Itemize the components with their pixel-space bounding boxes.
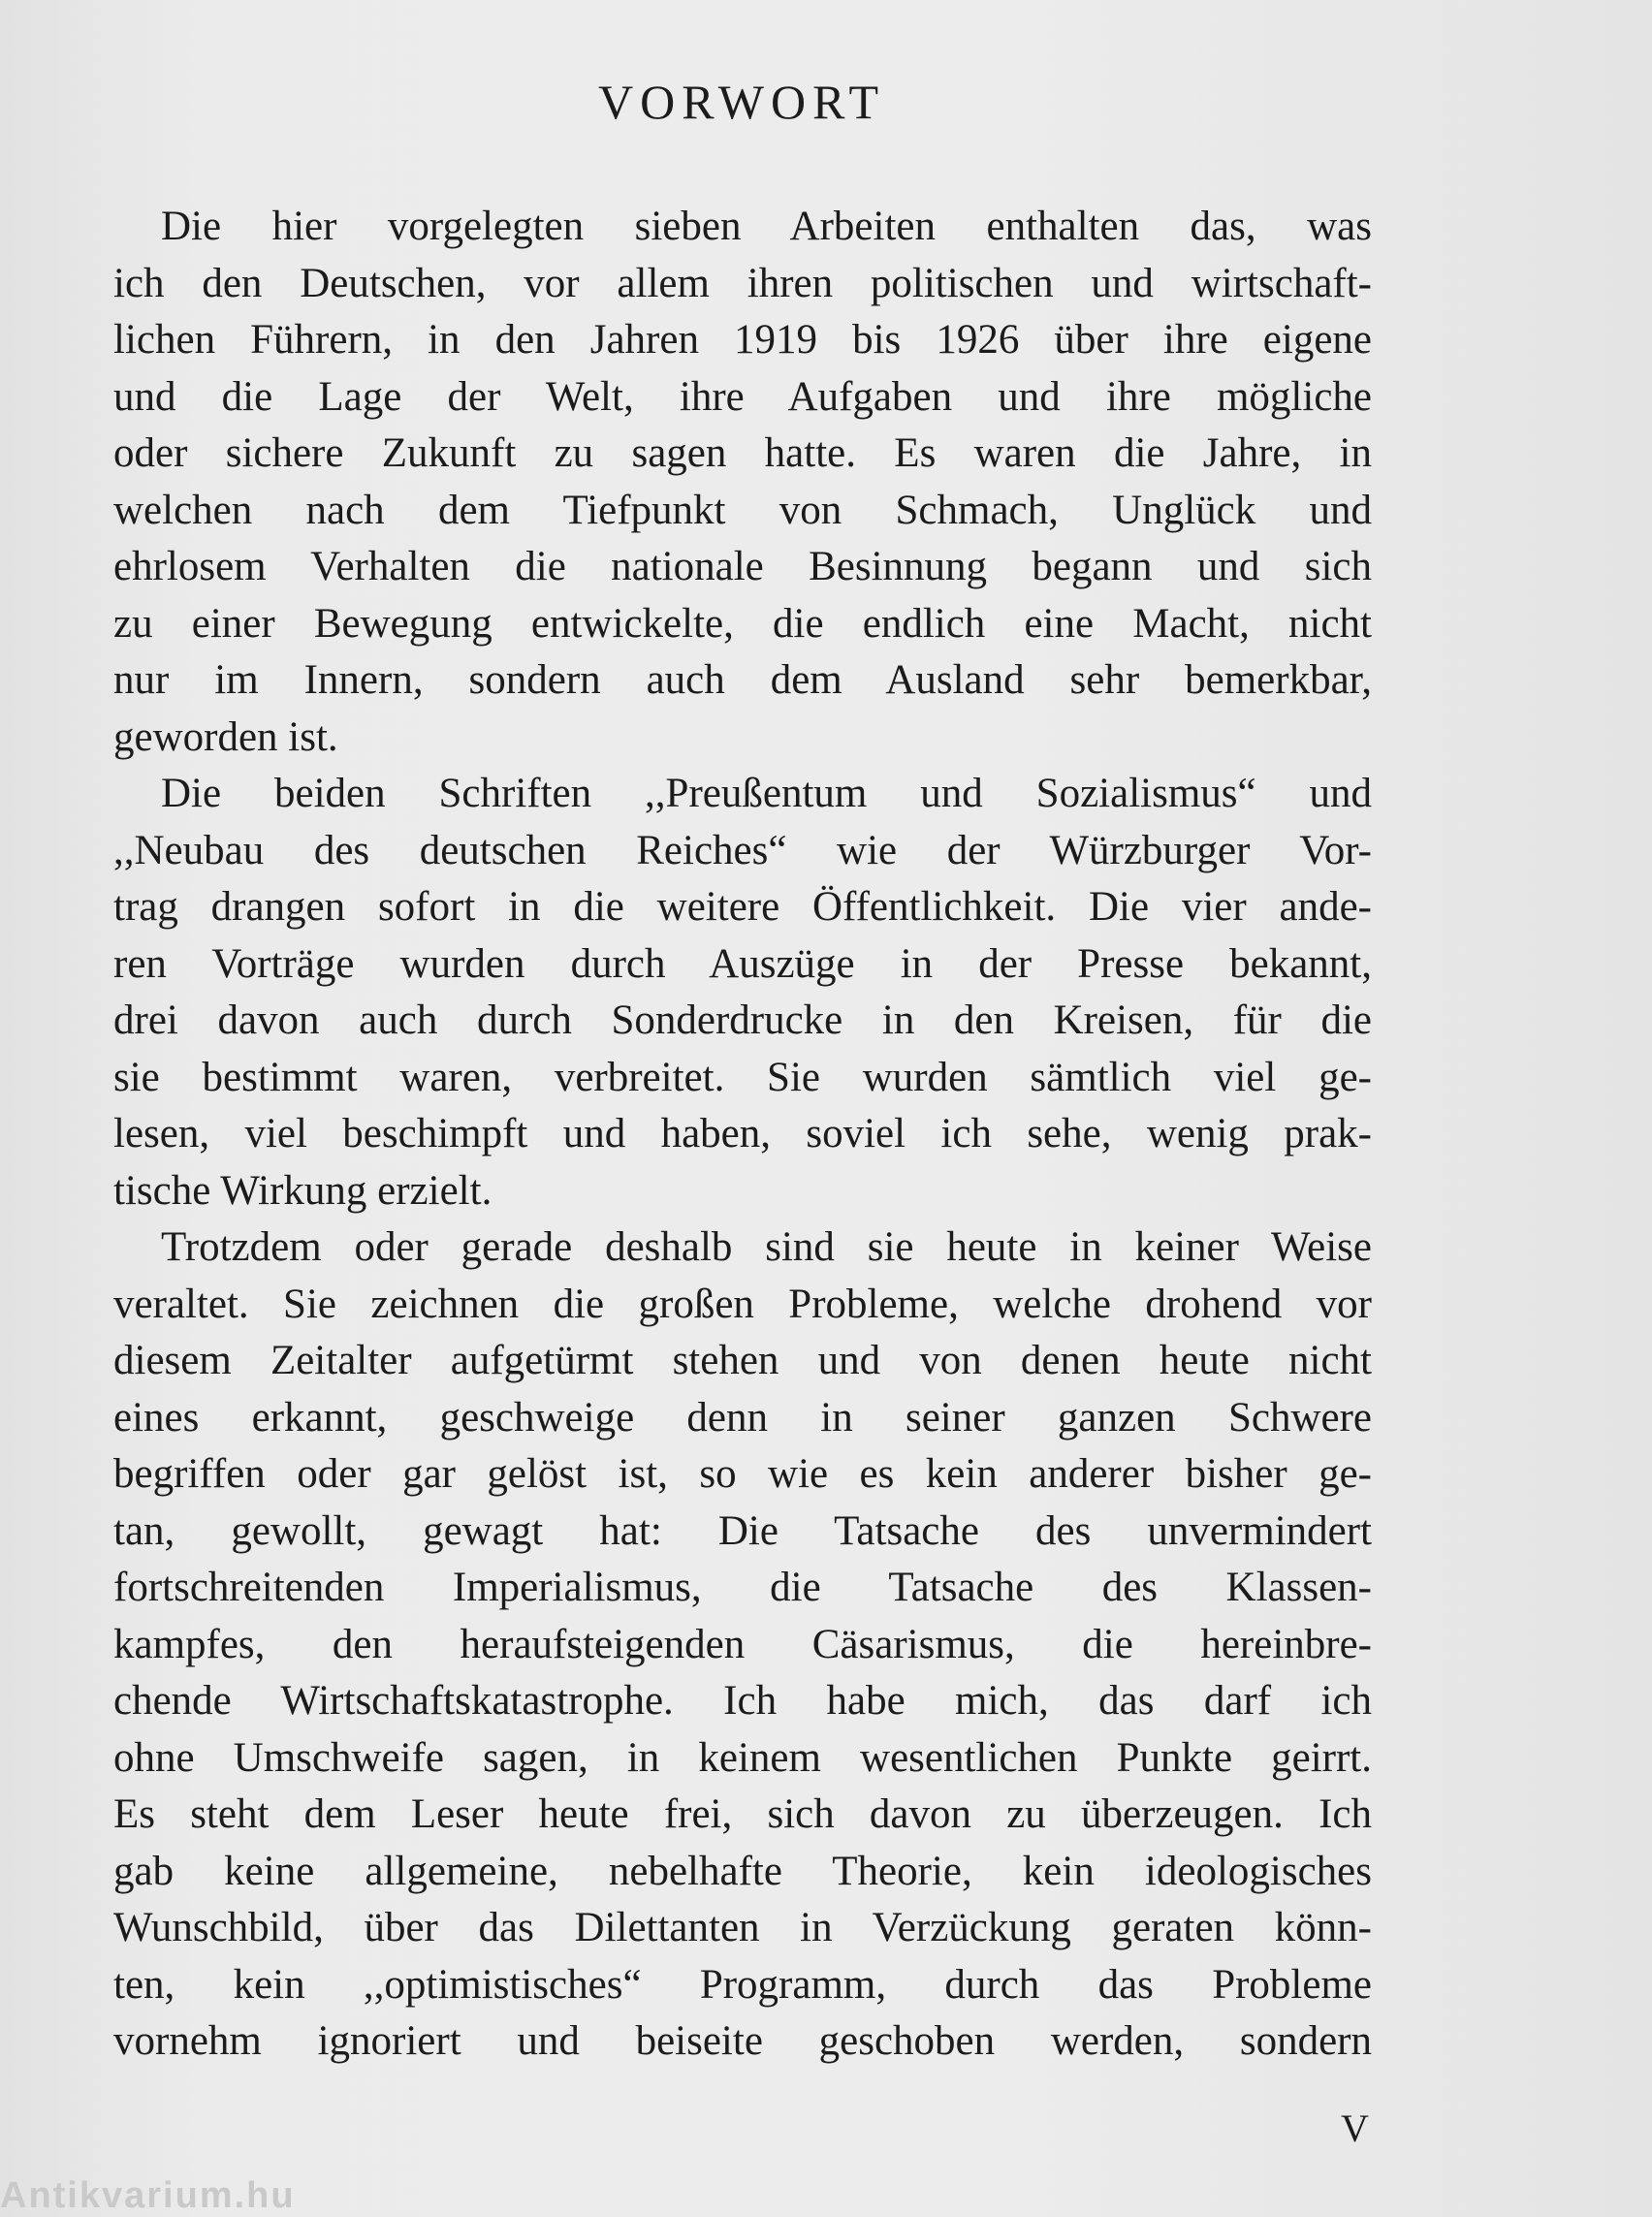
body-text: [113, 199, 1372, 2071]
text-line: trag drangen sofort in die weitere Öffentlichkeit. Die vier ande-: [113, 884, 1372, 930]
text-line: Wunschbild, über das Dilettanten in Verzückung geraten könn-: [113, 1905, 1372, 1950]
text-line: sie bestimmt waren, verbreitet. Sie wurden sämtlich viel ge-: [113, 1054, 1372, 1100]
text-line: gab keine allgemeine, nebelhafte Theorie, kein ideologisches: [113, 1848, 1372, 1894]
text-line: kampfes, den heraufsteigenden Cäsarismus, die hereinbre-: [113, 1621, 1372, 1667]
text-line: ehrlosem Verhalten die nationale Besinnung begann und sich: [113, 544, 1372, 589]
text-line: geworden ist.: [113, 713, 338, 760]
watermark: Antikvarium.hu: [0, 2175, 296, 2216]
text-line: begriffen oder gar gelöst ist, so wie es kein anderer bisher ge-: [113, 1451, 1372, 1497]
text-line: und die Lage der Welt, ihre Aufgaben und ihre mögliche: [113, 373, 1372, 420]
text-line: oder sichere Zukunft zu sagen hatte. Es waren die Jahre, in: [113, 430, 1372, 476]
text-line: diesem Zeitalter aufgetürmt stehen und von denen heute nicht: [113, 1338, 1372, 1383]
text-line: veraltet. Sie zeichnen die großen Probleme, welche drohend vor: [113, 1281, 1372, 1327]
text-line: tische Wirkung erzielt.: [113, 1167, 492, 1214]
text-line: ten, kein ,,optimistisches“ Programm, durch das Probleme: [113, 1961, 1372, 2008]
text-line: lichen Führern, in den Jahren 1919 bis 1926 über ihre eigene: [113, 317, 1372, 363]
page-title: VORWORT: [598, 75, 885, 129]
text-line: eines erkannt, geschweige denn in seiner ganzen Schwere: [113, 1394, 1372, 1441]
text-line: Die beiden Schriften ,,Preußentum und Sozialismus“ und: [161, 771, 1372, 816]
text-line: welchen nach dem Tiefpunkt von Schmach, Unglück und: [113, 487, 1372, 533]
text-line: Die hier vorgelegten sieben Arbeiten enthalten das, was: [161, 204, 1372, 249]
text-line: ohne Umschweife sagen, in keinem wesentlichen Punkte geirrt.: [113, 1734, 1372, 1781]
text-line: drei davon auch durch Sonderdrucke in den Kreisen, für die: [113, 998, 1372, 1043]
text-line: vornehm ignoriert und beiseite geschoben werden, sondern: [113, 2018, 1372, 2064]
text-line: zu einer Bewegung entwickelte, die endlich eine Macht, nicht: [113, 600, 1372, 647]
text-line: ren Vorträge wurden durch Auszüge in der Presse bekannt,: [113, 940, 1372, 987]
page-number: V: [1341, 2106, 1369, 2150]
text-line: ich den Deutschen, vor allem ihren politischen und wirtschaft-: [113, 260, 1372, 306]
text-line: nur im Innern, sondern auch dem Ausland sehr bemerkbar,: [113, 657, 1372, 703]
text-line: chende Wirtschaftskatastrophe. Ich habe mich, das darf ich: [113, 1678, 1372, 1724]
text-line: Trotzdem oder gerade deshalb sind sie heute in keiner Weise: [161, 1224, 1372, 1270]
text-line: lesen, viel beschimpft und haben, soviel ich sehe, wenig prak-: [113, 1111, 1372, 1156]
text-line: ,,Neubau des deutschen Reiches“ wie der Würzburger Vor-: [113, 827, 1372, 873]
text-line: Es steht dem Leser heute frei, sich davon zu überzeugen. Ich: [113, 1791, 1372, 1837]
text-line: fortschreitenden Imperialismus, die Tatsache des Klassen-: [113, 1565, 1372, 1610]
text-line: tan, gewollt, gewagt hat: Die Tatsache des unvermindert: [113, 1507, 1372, 1554]
